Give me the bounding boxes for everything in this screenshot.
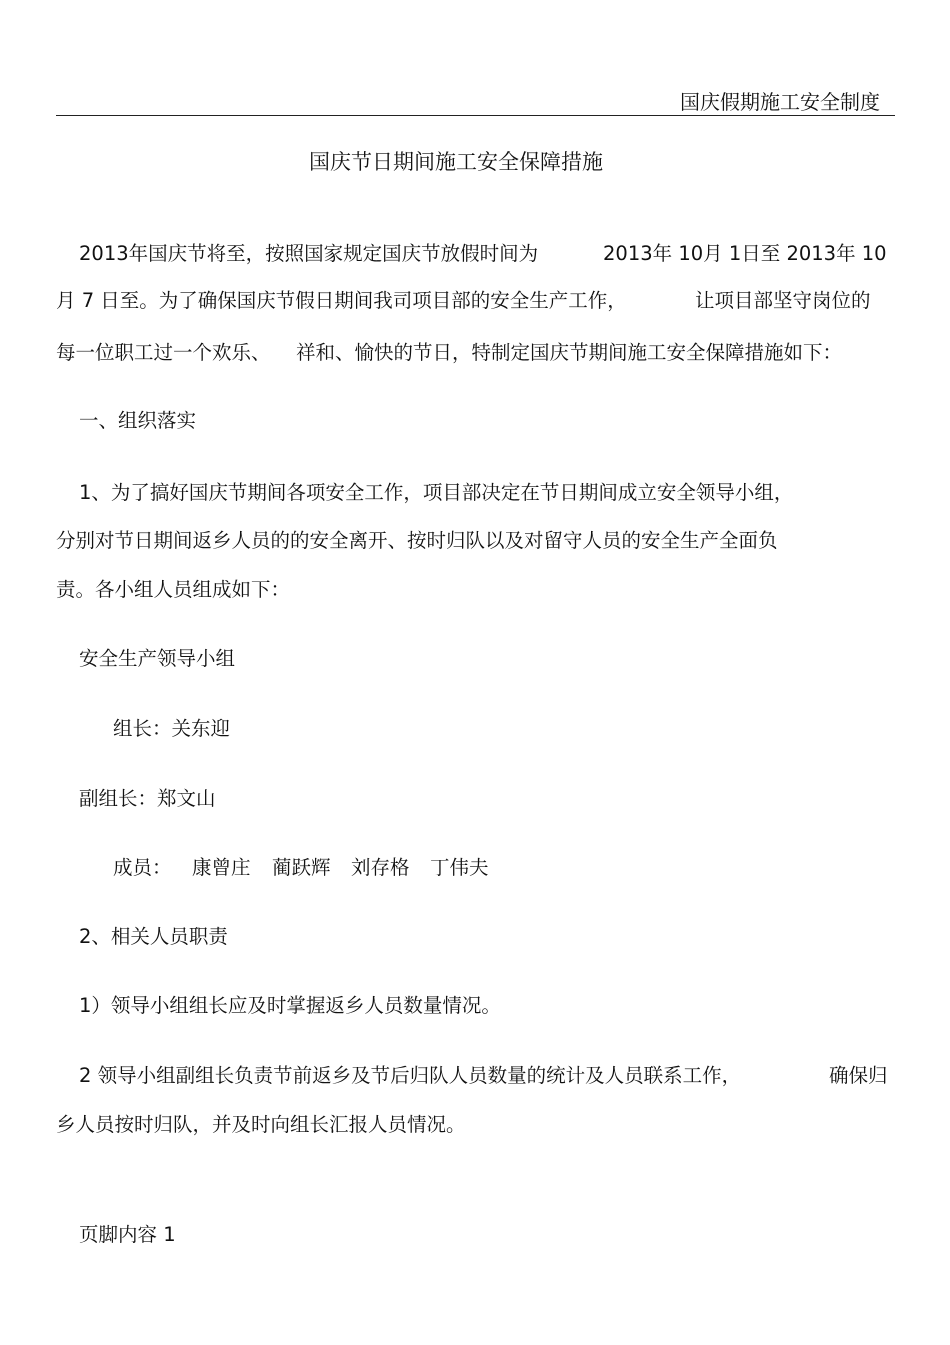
- item1-line-2: 分别对节日期间返乡人员的的安全离开、按时归队以及对留守人员的安全生产全面负: [56, 529, 778, 552]
- page-footer: 页脚内容 1: [79, 1223, 176, 1246]
- member-name: 康曾庄: [192, 856, 251, 879]
- duty-1: 1）领导小组组长应及时掌握返乡人员数量情况。: [79, 994, 501, 1017]
- duty-2-line-1b: 确保归: [829, 1064, 888, 1087]
- group-leader: 组长：关东迎: [113, 717, 231, 740]
- intro-line-3a: 每一位职工过一个欢乐、: [56, 341, 271, 364]
- intro-line-3b: 祥和、愉快的节日，特制定国庆节期间施工安全保障措施如下：: [296, 341, 843, 364]
- item2-heading: 2、相关人员职责: [79, 925, 228, 948]
- member-name: 蔺跃辉: [272, 856, 331, 879]
- duty-2-line-1a: 2 领导小组副组长负责节前返乡及节后归队人员数量的统计及人员联系工作，: [79, 1064, 742, 1087]
- member-name: 丁伟夫: [430, 856, 489, 879]
- header-divider: [56, 115, 895, 116]
- document-title: 国庆节日期间施工安全保障措施: [309, 150, 603, 174]
- running-header-title: 国庆假期施工安全制度: [680, 90, 880, 114]
- members-label: 成员：: [113, 856, 172, 879]
- intro-line-1a: 2013年国庆节将至，按照国家规定国庆节放假时间为: [79, 242, 539, 265]
- intro-line-2a: 月 7 日至。为了确保国庆节假日期间我司项目部的安全生产工作，: [56, 289, 627, 312]
- section-heading-organization: 一、组织落实: [79, 409, 197, 432]
- item1-line-3: 责。各小组人员组成如下：: [56, 578, 291, 601]
- intro-line-1b: 2013年 10月 1日至 2013年 10: [603, 242, 887, 265]
- member-name: 刘存格: [351, 856, 410, 879]
- intro-line-2b: 让项目部坚守岗位的: [695, 289, 871, 312]
- group-deputy: 副组长：郑文山: [79, 787, 216, 810]
- item1-line-1: 1、为了搞好国庆节期间各项安全工作，项目部决定在节日期间成立安全领导小组，: [79, 481, 794, 504]
- group-name: 安全生产领导小组: [79, 647, 236, 670]
- duty-2-line-2: 乡人员按时归队，并及时向组长汇报人员情况。: [56, 1113, 466, 1136]
